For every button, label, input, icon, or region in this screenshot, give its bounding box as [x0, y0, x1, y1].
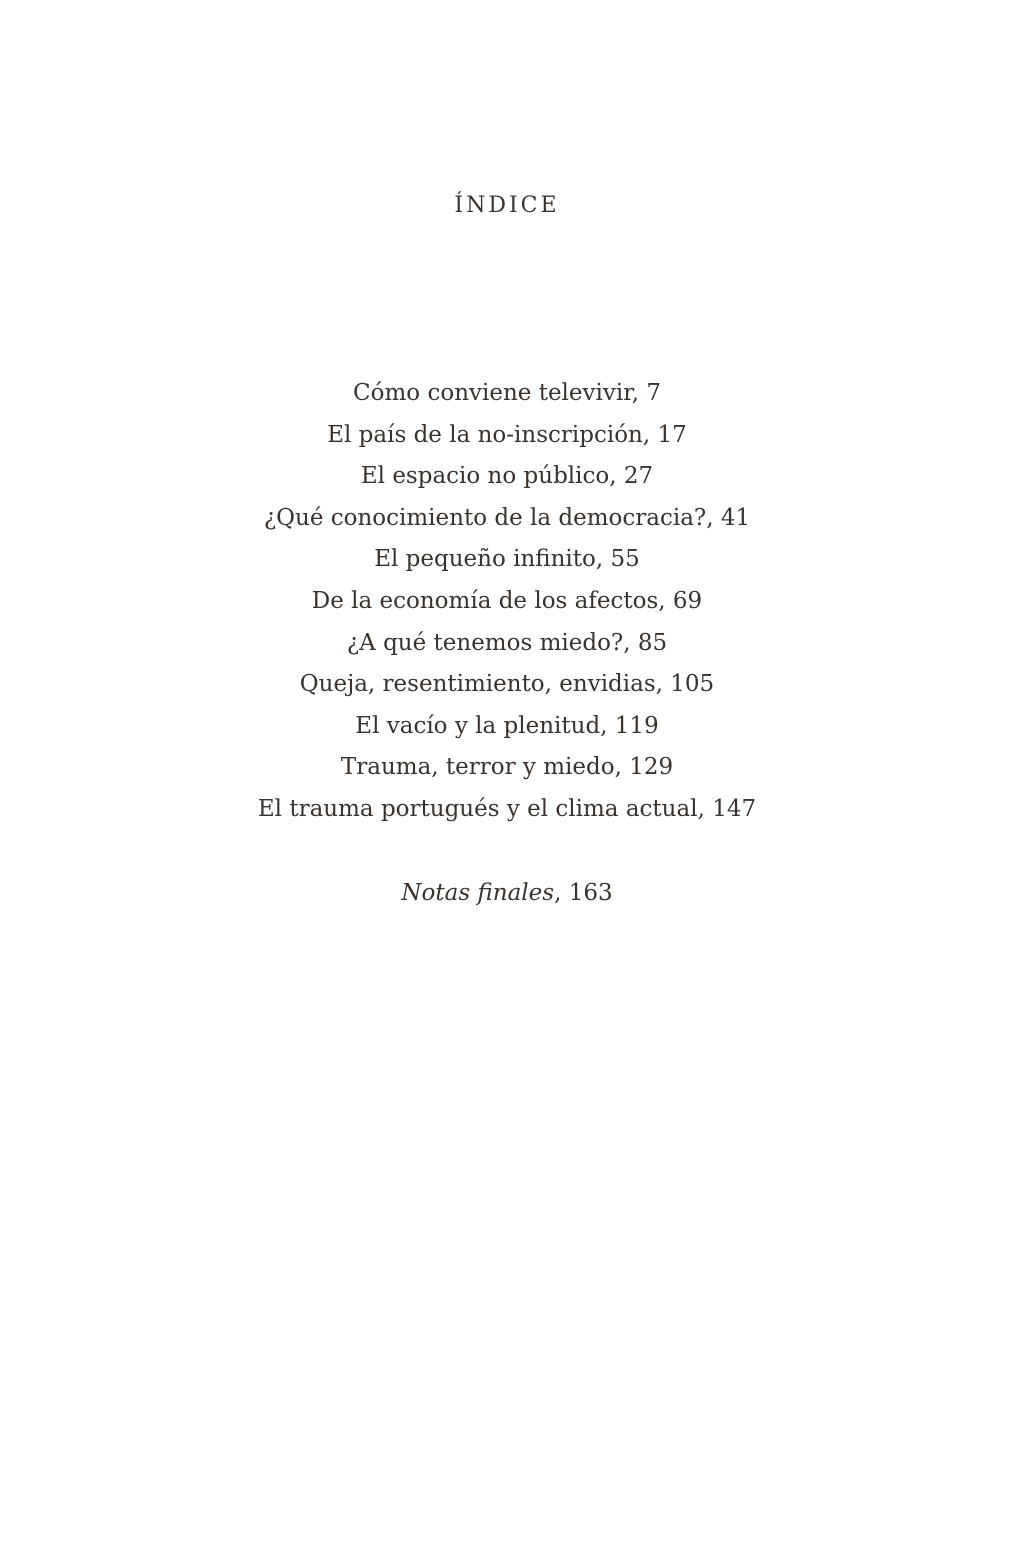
toc-entry	[0, 664, 1014, 706]
toc-separator: ,	[706, 504, 721, 531]
toc-entry-page: 147	[712, 795, 757, 822]
toc-separator: ,	[623, 629, 638, 656]
toc-entry	[0, 789, 1014, 831]
toc-entry-title: Cómo conviene televivir	[353, 380, 632, 406]
toc-entry-page: 105	[670, 671, 715, 698]
toc-entry-title: Trauma, terror y miedo	[340, 754, 615, 781]
toc-separator: ,	[642, 421, 658, 448]
toc-entry	[0, 373, 1014, 415]
toc-entry-page: 7	[646, 380, 661, 406]
toc-entry-page: 17	[657, 421, 687, 448]
toc-entry	[0, 539, 1014, 581]
toc-entry-title: ¿A qué tenemos miedo?	[346, 629, 624, 656]
toc-separator: ,	[614, 754, 630, 781]
toc-separator: ,	[600, 712, 615, 739]
toc-entry-title: El trauma portugués y el clima actual	[257, 795, 698, 822]
toc-separator: ,	[658, 587, 673, 614]
toc-entry-page: 41	[720, 504, 751, 531]
toc-entry	[0, 498, 1014, 540]
toc-entry-page: 119	[614, 712, 659, 739]
toc-entry-title: El vacío y la plenitud	[355, 712, 601, 739]
toc-entry-title: Notas finales	[401, 880, 555, 906]
toc-entry	[0, 623, 1014, 665]
toc-entry-title: El pequeño infinito	[374, 546, 596, 573]
toc-entry	[0, 706, 1014, 748]
table-of-contents	[0, 373, 1014, 831]
toc-entry-page: 55	[610, 546, 640, 573]
toc-entry-notes	[0, 873, 1014, 914]
toc-entry-page: 27	[623, 463, 654, 490]
page-heading: ÍNDICE	[454, 193, 560, 218]
toc-entry	[0, 456, 1014, 498]
toc-entry-page: 69	[672, 587, 703, 614]
toc-separator: ,	[595, 546, 611, 573]
toc-separator: ,	[631, 380, 647, 406]
toc-entry-page: 163	[568, 880, 613, 906]
toc-separator: ,	[655, 671, 671, 698]
toc-separator: ,	[697, 795, 713, 822]
toc-entry-page: 85	[637, 629, 668, 656]
toc-entry	[0, 747, 1014, 789]
toc-entry-title: Queja, resentimiento, envidias	[299, 671, 656, 698]
toc-entry-title: El país de la no-inscripción	[327, 421, 643, 448]
toc-separator: ,	[554, 880, 569, 906]
toc-entry	[0, 581, 1014, 623]
toc-entry-title: De la economía de los afectos	[311, 587, 659, 614]
toc-entry-title: El espacio no público	[360, 463, 610, 490]
toc-separator: ,	[609, 463, 624, 490]
toc-entry	[0, 415, 1014, 457]
toc-entry-title: ¿Qué conocimiento de la democracia?	[263, 504, 707, 531]
toc-entry-page: 129	[629, 754, 674, 781]
